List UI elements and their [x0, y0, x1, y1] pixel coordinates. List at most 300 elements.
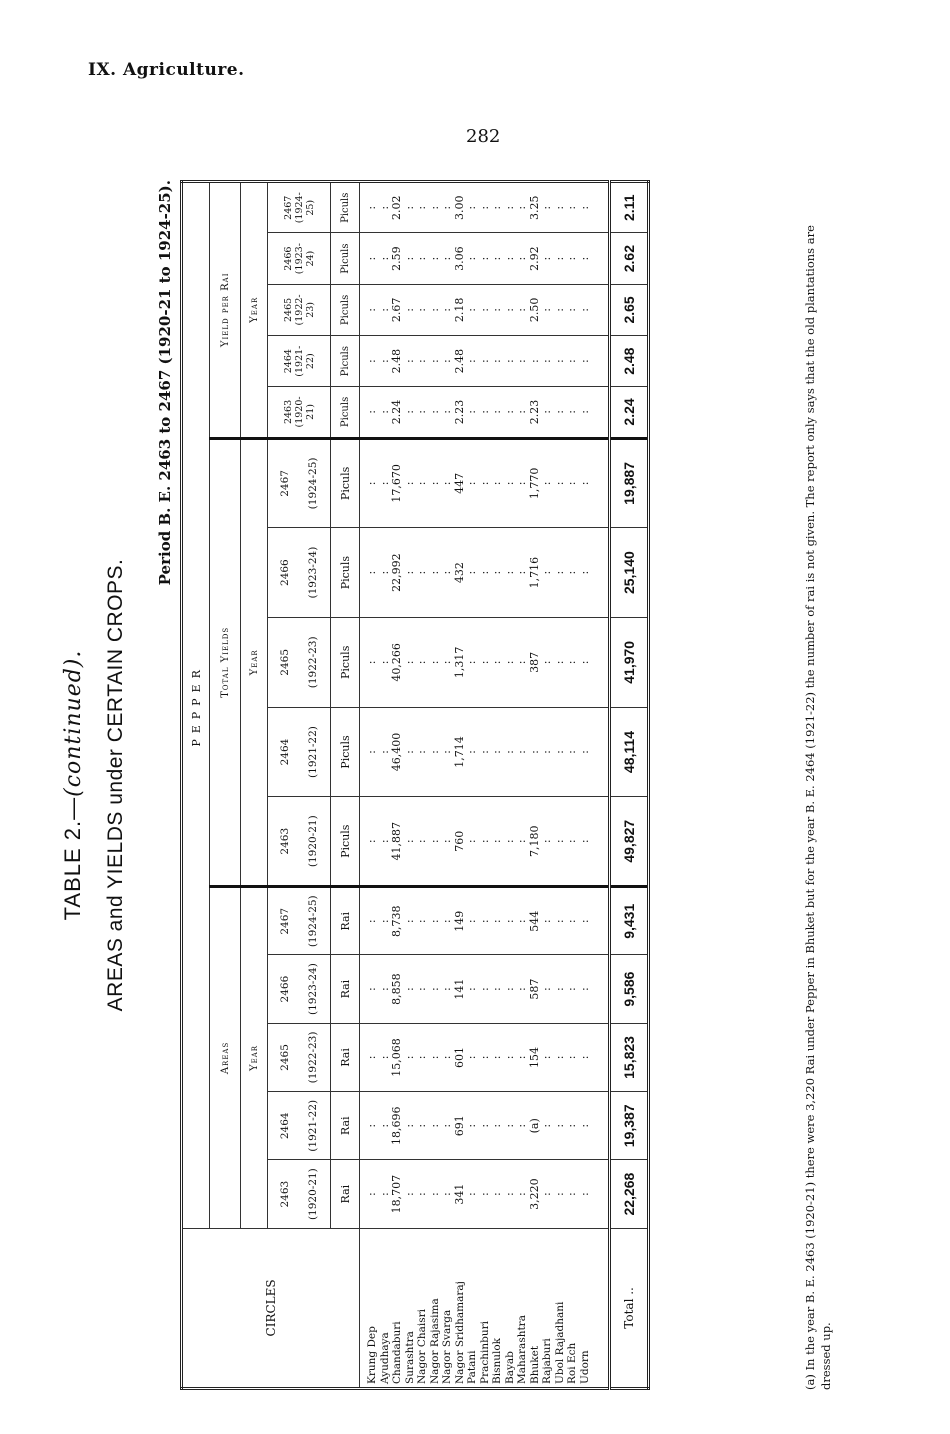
unit-rai-4: Piculs: [331, 233, 360, 284]
circle-name: Chandaburi: [391, 1321, 403, 1384]
table-cell-value: :: [402, 410, 416, 414]
continued-label: (continued).: [61, 649, 86, 797]
table-cell-value: 2.24: [390, 399, 403, 425]
table-cell-value: :: [490, 481, 503, 486]
unit-yield-2: Piculs: [331, 707, 360, 797]
table-cell-value: :: [552, 1055, 566, 1060]
table-cell-value: :: [402, 256, 416, 261]
table-cell-value: :: [415, 410, 428, 414]
table-cell-value: :: [540, 839, 553, 844]
table-cell-value: :: [577, 1123, 591, 1128]
table-cell-value: 7,180: [527, 825, 541, 857]
table-cell-value: :: [490, 1192, 503, 1196]
total-rai-2465: 2.65: [610, 284, 649, 335]
total-area-2465: 15,823: [610, 1023, 649, 1091]
table-cell-value: :: [465, 987, 478, 991]
table-cell-value: :: [427, 205, 441, 210]
table-subtitle: AREAS and YIELDS under CERTAIN CROPS.: [104, 558, 127, 1012]
table-cell-value: :: [552, 839, 566, 844]
table-cell-value: 2.50: [527, 297, 541, 323]
table-cell-value: :: [440, 839, 453, 844]
table-cell-value: :: [515, 1192, 528, 1196]
table-cell-value: :: [477, 205, 491, 210]
table-cell-value: :: [465, 359, 478, 364]
table-cell-value: :: [565, 570, 578, 575]
total-yield-2466: 25,140: [610, 528, 649, 618]
rai-year-2465: 2465 (1922-23): [268, 284, 331, 335]
table-cell-value: :: [502, 1055, 516, 1060]
table-cell-value: :: [552, 1192, 566, 1196]
yield-year-2467: 2467 (1924-25): [268, 438, 331, 528]
rotated-table-block: [60, 180, 840, 1390]
table-cell-value: :: [552, 570, 566, 575]
table-cell-value: :: [540, 359, 553, 364]
table-title: [60, 180, 86, 1390]
table-cell-value: :: [502, 1123, 516, 1128]
table-cell-value: :: [502, 839, 516, 844]
table-cell-value: :: [477, 256, 491, 261]
table-cell-value: :: [377, 660, 391, 665]
table-cell-value: :: [540, 308, 553, 312]
yield-year-2464: 2464 (1921-22): [268, 707, 331, 797]
table-cell-value: :: [415, 570, 428, 575]
yield-2466-cell: [360, 528, 610, 618]
table-cell-value: :: [365, 839, 378, 844]
table-cell-value: :: [540, 570, 553, 575]
circle-name: Nagor Chaisri: [416, 1308, 428, 1384]
table-cell-value: :: [427, 256, 441, 261]
table-cell-value: :: [402, 660, 416, 665]
unit-area-2: Rai: [331, 1092, 360, 1160]
table-cell-value: :: [477, 481, 491, 486]
table-cell-value: 154: [527, 1046, 541, 1068]
table-cell-value: :: [427, 919, 441, 924]
table-cell-value: :: [490, 750, 503, 754]
yield-per-rai-header: Yield per Rai: [210, 182, 241, 439]
total-yield-2463: 49,827: [610, 797, 649, 887]
table-cell-value: 1,714: [452, 736, 466, 768]
table-cell-value: :: [427, 1055, 441, 1060]
table-cell-value: 2.59: [390, 246, 403, 271]
circle-name: Ubol Rajadhani: [553, 1301, 566, 1384]
table-cell-value: :: [577, 570, 591, 575]
circle-name: Ayudhaya: [378, 1332, 391, 1384]
table-cell-value: :: [515, 205, 528, 210]
table-cell-value: :: [490, 839, 503, 844]
table-cell-value: :: [577, 750, 591, 754]
table-row: [360, 182, 610, 1389]
table-cell-value: :: [465, 308, 478, 312]
footnote-text: In the year B. E. 2463 (1920-21) there were 3,220 Rai under Pepper in Bhuket but for the year B. E. 2464 (1921-22) the number of rai is not given. The report only says that the old plantations are dressed up.: [803, 225, 833, 1390]
table-cell-value: :: [415, 359, 428, 364]
table-cell-value: 544: [527, 910, 541, 932]
total-yields-header: Total Yields: [210, 438, 241, 887]
table-cell-value: :: [502, 570, 516, 575]
table-cell-value: 3.06: [452, 246, 466, 271]
total-rai-2464: 2.48: [610, 336, 649, 387]
table-cell-value: :: [465, 660, 478, 665]
table-cell-value: :: [365, 481, 378, 486]
circle-name: Udorn: [578, 1350, 591, 1384]
unit-area-4: Rai: [331, 955, 360, 1023]
table-cell-value: 2.23: [527, 399, 541, 425]
table-cell-value: :: [490, 410, 503, 414]
table-cell-value: :: [565, 987, 578, 991]
table-cell-value: :: [427, 481, 441, 486]
table-cell-value: :: [540, 1123, 553, 1128]
table-cell-value: :: [477, 839, 491, 844]
table-cell-value: 40,266: [390, 643, 403, 682]
table-cell-value: :: [515, 1123, 528, 1128]
table-cell-value: :: [515, 919, 528, 924]
table-cell-value: :: [377, 410, 391, 414]
table-cell-value: :: [565, 919, 578, 924]
table-cell-value: :: [502, 987, 516, 991]
table-cell-value: 2.48: [390, 348, 403, 374]
table-cell-value: :: [490, 570, 503, 575]
rai-2467-cell: [360, 182, 610, 234]
table-cell-value: :: [477, 308, 491, 312]
table-cell-value: :: [552, 308, 566, 312]
table-cell-value: :: [465, 1055, 478, 1060]
areas-year-label: Year: [241, 887, 268, 1229]
circle-name: Surashtra: [403, 1331, 416, 1384]
table-cell-value: 2.67: [390, 297, 403, 323]
table-cell-value: :: [565, 205, 578, 210]
table-cell-value: :: [465, 750, 478, 754]
total-rai-2466: 2.62: [610, 233, 649, 284]
unit-rai-1: Piculs: [331, 387, 360, 438]
yields-year-label: Year: [241, 438, 268, 887]
table-cell-value: :: [402, 1123, 416, 1128]
area-2466-cell: [360, 955, 610, 1023]
table-cell-value: :: [415, 1055, 428, 1060]
areas-header: Areas: [210, 887, 241, 1229]
table-cell-value: :: [415, 839, 428, 844]
table-cell-value: 149: [452, 910, 466, 932]
total-row: [610, 182, 649, 1389]
yield-2467-cell: [360, 438, 610, 528]
table-cell-value: 2.02: [390, 195, 403, 220]
table-cell-value: :: [377, 481, 391, 486]
table-cell-value: (a): [527, 1118, 541, 1134]
circle-name: Maharashtra: [516, 1315, 528, 1384]
pepper-table: [180, 180, 650, 1390]
table-cell-value: :: [415, 660, 428, 665]
table-cell-value: 3.25: [527, 195, 541, 220]
rai-year-2464: 2464 (1921-22): [268, 336, 331, 387]
table-cell-value: :: [440, 750, 453, 754]
table-cell-value: :: [490, 1123, 503, 1128]
table-cell-value: :: [365, 410, 378, 414]
table-cell-value: :: [365, 1055, 378, 1060]
table-cell-value: :: [427, 410, 441, 414]
table-cell-value: :: [577, 839, 591, 844]
circle-name: Bhuket: [528, 1345, 541, 1384]
area-year-2465: 2465 (1922-23): [268, 1023, 331, 1091]
table-cell-value: :: [540, 481, 553, 486]
page-number: 282: [466, 126, 501, 147]
table-cell-value: :: [402, 1055, 416, 1060]
circles-header: CIRCLES: [182, 1228, 360, 1388]
rai-year-2463: 2463 (1920-21): [268, 387, 331, 438]
total-yield-2465: 41,970: [610, 617, 649, 707]
table-cell-value: :: [540, 987, 553, 991]
table-cell-value: :: [577, 410, 591, 414]
circle-name: Bisnulok: [491, 1337, 503, 1384]
table-cell-value: :: [415, 205, 428, 210]
table-cell-value: :: [515, 359, 528, 364]
table-cell-value: :: [365, 359, 378, 364]
rai-2465-cell: [360, 284, 610, 335]
table-cell-value: :: [402, 987, 416, 991]
table-cell-value: 18,696: [390, 1106, 403, 1146]
table-cell-value: :: [415, 1123, 428, 1128]
area-2463-cell: [360, 1160, 610, 1228]
table-cell-value: :: [502, 308, 516, 312]
circle-name: Nagor Sridhamaraj: [453, 1281, 466, 1384]
table-cell-value: :: [540, 660, 553, 665]
table-cell-value: :: [565, 839, 578, 844]
table-cell-value: :: [377, 359, 391, 364]
table-cell-value: :: [427, 987, 441, 991]
unit-rai-2: Piculs: [331, 336, 360, 387]
table-cell-value: 2.48: [452, 348, 466, 374]
table-cell-value: :: [565, 256, 578, 261]
table-cell-value: 2.92: [527, 246, 541, 271]
rai-2463-cell: [360, 387, 610, 438]
table-cell-value: :: [577, 919, 591, 924]
table-cell-value: :: [402, 308, 416, 312]
table-cell-value: :: [440, 359, 453, 364]
table-cell-value: :: [477, 919, 491, 924]
table-cell-value: :: [502, 359, 516, 364]
table-cell-value: 8,858: [390, 973, 403, 1005]
circle-name: Krung Dep: [366, 1326, 378, 1384]
table-cell-value: :: [440, 481, 453, 486]
table-cell-value: 15,068: [390, 1038, 403, 1077]
table-cell-value: :: [477, 570, 491, 575]
table-cell-value: :: [377, 308, 391, 312]
table-cell-value: :: [577, 359, 591, 364]
table-cell-value: :: [427, 1123, 441, 1128]
unit-yield-4: Piculs: [331, 528, 360, 618]
footnote: [802, 180, 834, 1390]
table-cell-value: :: [427, 660, 441, 665]
yield-year-2463: 2463 (1920-21): [268, 797, 331, 887]
table-cell-value: :: [515, 481, 528, 486]
table-cell-value: :: [477, 750, 491, 754]
table-cell-value: :: [415, 919, 428, 924]
table-cell-value: :: [377, 919, 391, 924]
total-area-2467: 9,431: [610, 887, 649, 955]
table-cell-value: :: [565, 359, 578, 364]
table-cell-value: 1,770: [527, 467, 541, 500]
yield-year-2465: 2465 (1922-23): [268, 617, 331, 707]
total-rai-2463: 2.24: [610, 387, 649, 438]
circle-name: Nagor Svarga: [441, 1309, 453, 1384]
unit-rai-3: Piculs: [331, 284, 360, 335]
table-cell-value: :: [540, 919, 553, 924]
table-cell-value: :: [552, 359, 566, 364]
table-cell-value: 141: [452, 978, 466, 1000]
table-cell-value: :: [515, 570, 528, 575]
table-cell-value: :: [577, 205, 591, 210]
table-cell-value: :: [540, 750, 553, 754]
table-cell-value: :: [440, 205, 453, 210]
crop-header: PEPPER: [182, 182, 210, 1229]
unit-yield-1: Piculs: [331, 797, 360, 887]
table-cell-value: :: [415, 750, 428, 754]
table-cell-value: :: [490, 308, 503, 312]
table-cell-value: :: [465, 410, 478, 414]
total-yield-2467: 19,887: [610, 438, 649, 528]
table-cell-value: :: [490, 1055, 503, 1060]
table-cell-value: 8,738: [390, 905, 403, 937]
table-cell-value: :: [440, 919, 453, 924]
table-cell-value: :: [515, 256, 528, 261]
yield-year-2466: 2466 (1923-24): [268, 528, 331, 618]
table-cell-value: 2.18: [452, 297, 466, 323]
table-cell-value: :: [565, 1123, 578, 1128]
table-cell-value: :: [427, 308, 441, 312]
table-cell-value: :: [552, 919, 566, 924]
table-cell-value: :: [402, 750, 416, 754]
circle-name: Rajaburi: [541, 1338, 553, 1384]
table-cell-value: :: [477, 1192, 491, 1196]
total-area-2466: 9,586: [610, 955, 649, 1023]
table-cell-value: :: [502, 256, 516, 261]
table-cell-value: 691: [452, 1115, 466, 1137]
table-cell-value: :: [577, 987, 591, 991]
table-cell-value: :: [477, 359, 491, 364]
table-cell-value: :: [477, 987, 491, 991]
table-cell-value: 41,887: [390, 821, 403, 861]
table-cell-value: :: [527, 750, 541, 754]
yield-2465-cell: [360, 617, 610, 707]
table-cell-value: :: [565, 660, 578, 665]
table-cell-value: 341: [452, 1183, 466, 1205]
table-cell-value: :: [415, 987, 428, 991]
table-cell-value: :: [365, 987, 378, 991]
area-2464-cell: [360, 1092, 610, 1160]
area-2465-cell: [360, 1023, 610, 1091]
yield-2464-cell: [360, 707, 610, 797]
table-cell-value: :: [415, 308, 428, 312]
circle-name: Nagor Rajasima: [428, 1298, 441, 1384]
table-cell-value: :: [515, 839, 528, 844]
table-cell-value: :: [377, 987, 391, 991]
table-cell-value: :: [377, 1192, 391, 1196]
table-cell-value: 1,317: [452, 646, 466, 679]
table-cell-value: :: [540, 1192, 553, 1196]
table-cell-value: :: [377, 205, 391, 210]
rai-year-2467: 2467 (1924-25): [268, 182, 331, 234]
table-cell-value: :: [490, 987, 503, 991]
table-cell-value: 2.23: [452, 399, 466, 425]
area-year-2466: 2466 (1923-24): [268, 955, 331, 1023]
table-cell-value: :: [490, 205, 503, 210]
table-cell-value: :: [402, 481, 416, 486]
table-cell-value: :: [365, 570, 378, 575]
table-cell-value: :: [502, 481, 516, 486]
table-cell-value: :: [465, 919, 478, 924]
unit-area-5: Rai: [331, 887, 360, 955]
table-cell-value: 46,400: [390, 732, 403, 772]
table-cell-value: :: [440, 1123, 453, 1128]
table-cell-value: :: [415, 256, 428, 261]
table-cell-value: 760: [452, 830, 466, 852]
table-cell-value: 432: [452, 562, 466, 584]
table-cell-value: :: [577, 256, 591, 261]
circle-names-cell: [360, 1228, 610, 1388]
table-cell-value: :: [565, 750, 578, 754]
table-cell-value: :: [365, 308, 378, 312]
table-cell-value: :: [477, 1123, 491, 1128]
table-cell-value: :: [502, 919, 516, 924]
table-cell-value: :: [365, 750, 378, 754]
table-cell-value: :: [440, 256, 453, 261]
total-area-2464: 19,387: [610, 1092, 649, 1160]
table-cell-value: :: [552, 410, 566, 414]
table-cell-value: 17,670: [390, 464, 403, 503]
table-cell-value: :: [540, 256, 553, 261]
table-cell-value: :: [515, 1055, 528, 1060]
table-cell-value: :: [427, 1192, 441, 1196]
table-cell-value: :: [565, 481, 578, 486]
table-cell-value: :: [477, 1055, 491, 1060]
rai-year-label: Year: [241, 182, 268, 439]
table-cell-value: :: [577, 308, 591, 312]
rai-2466-cell: [360, 233, 610, 284]
table-cell-value: :: [465, 205, 478, 210]
table-cell-value: :: [477, 660, 491, 665]
table-cell-value: :: [577, 1055, 591, 1060]
table-cell-value: :: [515, 308, 528, 312]
table-cell-value: :: [377, 750, 391, 754]
table-cell-value: :: [540, 1055, 553, 1060]
period-label: Period B. E. 2463 to 2467 (1920-21 to 1924-25).: [156, 180, 174, 586]
table-cell-value: :: [515, 660, 528, 665]
table-cell-value: :: [415, 481, 428, 486]
table-cell-value: :: [490, 256, 503, 261]
table-cell-value: :: [477, 410, 491, 414]
table-cell-value: :: [440, 308, 453, 312]
area-year-2467: 2467 (1924-25): [268, 887, 331, 955]
table-cell-value: :: [377, 256, 391, 261]
table-cell-value: :: [490, 359, 503, 364]
total-label: Total ..: [610, 1228, 649, 1388]
table-cell-value: 3,220: [527, 1178, 541, 1210]
table-cell-value: :: [552, 1123, 566, 1128]
circle-name: Patani: [466, 1350, 478, 1384]
rai-year-2466: 2466 (1923-24): [268, 233, 331, 284]
rai-2464-cell: [360, 336, 610, 387]
table-cell-value: :: [427, 359, 441, 364]
table-cell-value: 587: [527, 978, 541, 1000]
table-cell-value: :: [540, 410, 553, 414]
table-cell-value: :: [565, 1055, 578, 1060]
table-cell-value: :: [377, 570, 391, 575]
table-cell-value: :: [577, 481, 591, 486]
table-cell-value: :: [502, 205, 516, 210]
circle-name: Roi Ech: [566, 1342, 578, 1384]
table-cell-value: :: [365, 1123, 378, 1128]
table-cell-value: :: [365, 1192, 378, 1196]
table-cell-value: :: [552, 660, 566, 665]
table-cell-value: :: [402, 205, 416, 210]
table-cell-value: 22,992: [390, 553, 403, 592]
